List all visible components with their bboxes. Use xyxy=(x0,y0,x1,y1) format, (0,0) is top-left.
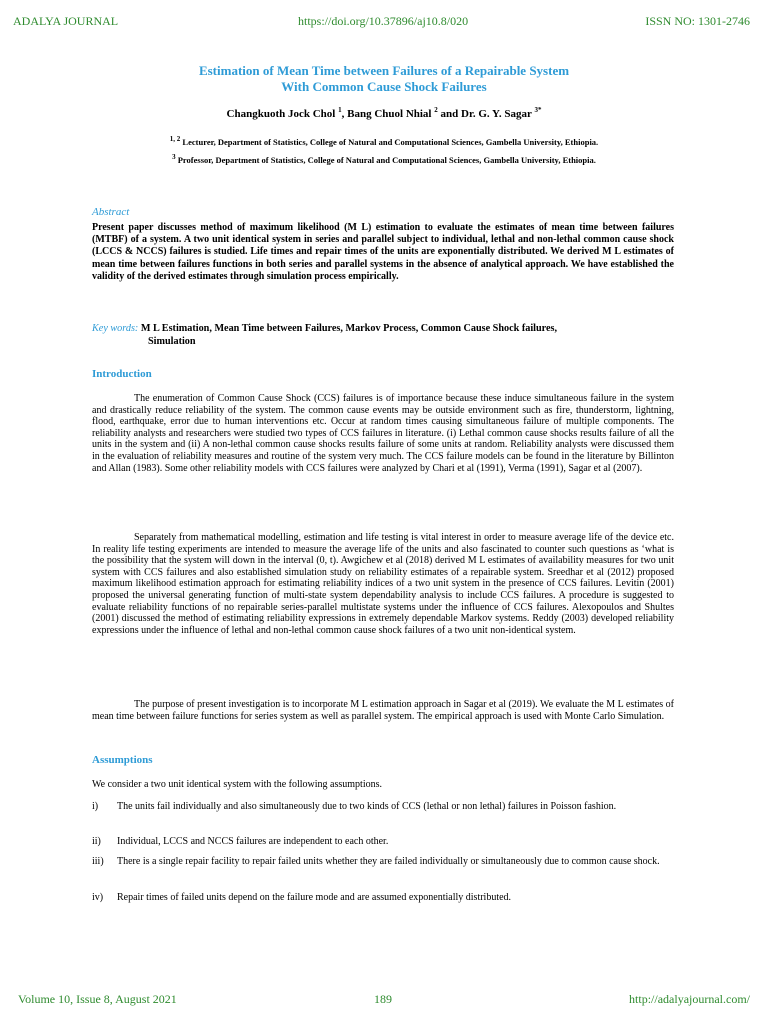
assumption-item-3 xyxy=(92,856,674,868)
affiliation-2-sup: 3 xyxy=(172,153,176,161)
introduction-paragraph-1: The enumeration of Common Cause Shock (CCS) failures is of importance because these induce simultaneous failure in the system and drastically reduce reliability of the system. The common cause events may be outside environment such as fire, thunderstorm, lightning, flood, earthquake, error due to human interventions etc. Occur at random times causing simultaneous failure of multiple components. The reliability analysts and researchers were studied two types of CCS failures in literature. (i) Lethal common cause shocks results failure of all the units in the system and (ii) A non-lethal common cause shocks results failure of some units at random. Reliability analysts were discussed them in the evaluation of reliability measures and routine of the system very much. The CCS failure models can be found in the literature by Billinton and Allan (1983). Some other reliability models with CCS failures were analyzed by Chari et al (1991), Verma (1991), Sagar et al (2007). xyxy=(92,393,674,474)
journal-name: ADALYA JOURNAL xyxy=(13,14,119,28)
affiliation-1-sup: 1, 2 xyxy=(169,135,181,143)
abstract-label: Abstract xyxy=(92,206,130,218)
affiliation-1 xyxy=(0,137,768,147)
assumptions-heading: Assumptions xyxy=(92,754,153,766)
introduction-heading: Introduction xyxy=(92,368,152,380)
assumption-text: Individual, LCCS and NCCS failures are independent to each other. xyxy=(117,836,389,847)
author-2-sup: 2 xyxy=(434,106,438,114)
author-sep-2: and xyxy=(437,108,461,120)
keywords-label: Key words: xyxy=(92,323,139,334)
assumption-text: Repair times of failed units depend on the failure mode and are assumed exponentially distributed. xyxy=(117,892,512,903)
affiliation-2 xyxy=(0,155,768,165)
author-2: Bang Chuol Nhial xyxy=(347,108,432,120)
doi-link[interactable]: https://doi.org/10.37896/aj10.8/020 xyxy=(298,14,469,28)
author-1-sup: 1 xyxy=(338,106,342,114)
assumption-item-2 xyxy=(92,836,674,848)
assumption-number: iii) xyxy=(92,856,104,867)
author-sep-1: , xyxy=(341,108,348,120)
assumption-number: i) xyxy=(92,801,99,812)
keywords xyxy=(92,322,674,348)
paper-title xyxy=(0,63,768,95)
assumption-item-1 xyxy=(92,801,674,813)
footer-url[interactable]: http://adalyajournal.com/ xyxy=(629,992,750,1006)
footer-volume: Volume 10, Issue 8, August 2021 xyxy=(18,992,177,1006)
issn: ISSN NO: 1301-2746 xyxy=(645,14,750,28)
assumption-text: There is a single repair facility to repair failed units whether they are failed individually or simultaneously due to common cause shock. xyxy=(117,856,660,867)
affiliation-1-text: Lecturer, Department of Statistics, College of Natural and Computational Sciences, Gambella University, Ethiopia. xyxy=(182,137,599,147)
authors xyxy=(0,108,768,120)
author-1: Changkuoth Jock Chol xyxy=(226,108,336,120)
page-number: 189 xyxy=(374,992,392,1006)
introduction-paragraph-3: The purpose of present investigation is to incorporate M L estimation approach in Sagar et al (2019). We evaluate the M L estimates of mean time between failure functions for series system as well as parallel system. The empirical approach is used with Monte Carlo Simulation. xyxy=(92,699,674,722)
title-line-1: Estimation of Mean Time between Failures of a Repairable System xyxy=(198,63,570,78)
assumption-text: The units fail individually and also simultaneously due to two kinds of CCS (lethal or non lethal) failures in Poisson fashion. xyxy=(117,801,617,812)
assumption-item-4 xyxy=(92,892,674,904)
keywords-line-2: Simulation xyxy=(148,336,196,347)
assumptions-intro: We consider a two unit identical system with the following assumptions. xyxy=(92,779,382,790)
affiliation-2-text: Professor, Department of Statistics, College of Natural and Computational Sciences, Gambella University, Ethiopia. xyxy=(177,155,596,165)
title-line-2: With Common Cause Shock Failures xyxy=(281,79,487,94)
abstract-text: Present paper discusses method of maximum likelihood (M L) estimation to evaluate the estimates of mean time between failures (MTBF) of a system. A two unit identical system in series and parallel subject to individual, lethal and non-lethal common cause shock (LCCS & NCCS) failures is studied. Life times and repair times of the units are exponentially distributed. We derived M L estimates of mean time between failures functions in both series and parallel systems in the absence of analytical approach. We have established the validity of the derived estimates through simulation process empirically. xyxy=(92,222,674,282)
assumption-number: iv) xyxy=(92,892,104,903)
keywords-line-1: M L Estimation, Mean Time between Failures, Markov Process, Common Cause Shock failures, xyxy=(140,323,558,334)
introduction-paragraph-2: Separately from mathematical modelling, estimation and life testing is vital interest in order to measure average life of the device etc. In reality life testing experiments are intended to measure the average life of the units and also fascinated to counter such questions as ‘what is the possibility that the system will down in the interval (0, t). Awgichew et al (2018) derived M L estimates of availability measures for two unit system with CCS failures and also established simulation study on reliability estimates of a repairable system. Sreedhar et al (2012) proposed maximum likelihood estimation approach for estimating reliability indices of a two unit system in the presence of CCS failures. Levitin (2001) proposed the universal generating function of multi-state system dependability analysis to include CCS failures. A procedure is suggested to evaluate reliability functions of no repairable series-parallel multistate systems under the influence of CCS failures. Alexopoulos and Shultes (2001) discussed the method of estimating reliability expressions in extremely dependable Markov systems. Reddy (2003) developed reliability expressions under the influence of lethal and non-lethal common cause shock failures of a two unit non-identical system. xyxy=(92,532,674,636)
author-3: Dr. G. Y. Sagar xyxy=(461,108,532,120)
assumption-number: ii) xyxy=(92,836,101,847)
author-3-sup: 3* xyxy=(534,106,542,114)
